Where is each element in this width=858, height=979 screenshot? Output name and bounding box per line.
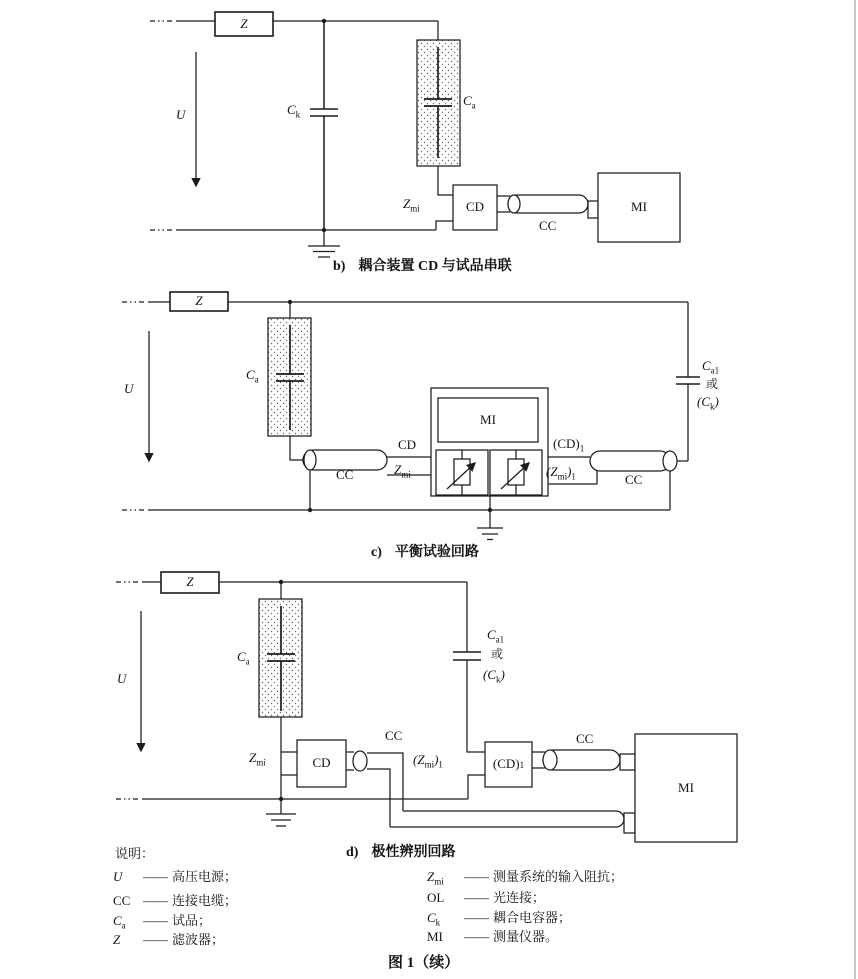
- label-zmi: $Z_{mi}$: [249, 750, 266, 768]
- ground-icon: [266, 799, 296, 826]
- label-cd: CD: [465, 199, 485, 215]
- label-ca1: $C_{a1}$: [702, 358, 720, 376]
- label-ca: $C_a$: [463, 93, 476, 111]
- legend-item-mi: MI —— 测量仪器。: [427, 929, 559, 944]
- legend-item-cc: CC —— 连接电缆；: [113, 893, 238, 908]
- capacitor-ca1-icon: [453, 652, 481, 660]
- label-cd: CD: [312, 755, 331, 771]
- caption-d: d) 极性辨别回路: [346, 845, 456, 860]
- label-mi: MI: [678, 779, 694, 795]
- label-or: 或: [491, 647, 504, 661]
- label-u: U: [124, 381, 134, 396]
- label-u: U: [176, 107, 186, 122]
- label-cc: CC: [539, 218, 557, 233]
- label-ck: $C_k$: [287, 102, 301, 120]
- caption-c: c) 平衡试验回路: [371, 545, 479, 560]
- label-zmi1: $(Z_{mi})_1$: [546, 464, 576, 482]
- label-cc-left: CC: [336, 467, 354, 482]
- label-cd: CD: [398, 437, 417, 452]
- legend-item-ca: $C_a$ —— 试品；: [113, 913, 212, 931]
- label-zmi1: $(Z_{mi})_1$: [413, 752, 443, 770]
- coax-end-icon: [353, 751, 367, 771]
- cc-cable: [590, 451, 670, 471]
- figure-caption: 图 1（续）: [388, 955, 460, 971]
- connector-stub: [624, 813, 635, 833]
- legend-title: 说明：: [115, 846, 155, 861]
- label-z: Z: [186, 574, 194, 590]
- connector-stub: [620, 754, 635, 770]
- label-cd1: $(CD)_1$: [553, 436, 585, 454]
- ground-icon: [308, 230, 340, 257]
- label-z: Z: [195, 293, 203, 309]
- label-zmi: $Z_{mi}$: [394, 462, 411, 480]
- label-ca: $C_a$: [246, 367, 259, 385]
- legend-item-zmi: $Z_{mi}$ —— 测量系统的输入阻抗；: [427, 869, 624, 887]
- caption-b: b) 耦合装置 CD 与试品串联: [333, 259, 512, 274]
- diagram-c-graphics: [122, 292, 700, 540]
- coupling-capacitor-ck-icon: [310, 21, 338, 230]
- label-cc1: CC: [385, 728, 403, 743]
- page-border-right: [854, 0, 856, 979]
- ground-icon: [477, 495, 503, 540]
- cc-cable: [390, 811, 624, 827]
- legend-item-ck: $C_k$ —— 耦合电容器；: [427, 910, 572, 928]
- label-u: U: [117, 671, 127, 686]
- coax-end-icon: [304, 450, 316, 470]
- coax-end-icon: [663, 451, 677, 471]
- label-zmi: $Z_{mi}$: [403, 196, 420, 214]
- label-mi: MI: [631, 199, 647, 215]
- label-cc-right: CC: [625, 472, 643, 487]
- coax-end-icon: [508, 195, 520, 213]
- label-cc2: CC: [576, 731, 594, 746]
- capacitor-ca1-icon: [676, 377, 700, 384]
- label-cd1: (CD) 1: [492, 756, 525, 772]
- label-ca: $C_a$: [237, 649, 250, 667]
- legend-item-z: Z —— 滤波器；: [113, 932, 225, 947]
- label-z: Z: [240, 15, 248, 31]
- connector-stub: [588, 201, 598, 218]
- legend-item-ol: OL —— 光连接；: [427, 890, 546, 905]
- label-ck-paren: $(C_k)$: [483, 667, 505, 685]
- label-mi: MI: [480, 411, 496, 427]
- label-or: 或: [706, 377, 719, 391]
- legend-item-u: U —— 高压电源；: [113, 869, 238, 884]
- label-ca1: $C_{a1}$: [487, 627, 505, 645]
- label-ck-paren: $(C_k)$: [697, 394, 719, 412]
- coax-end-icon: [543, 750, 557, 770]
